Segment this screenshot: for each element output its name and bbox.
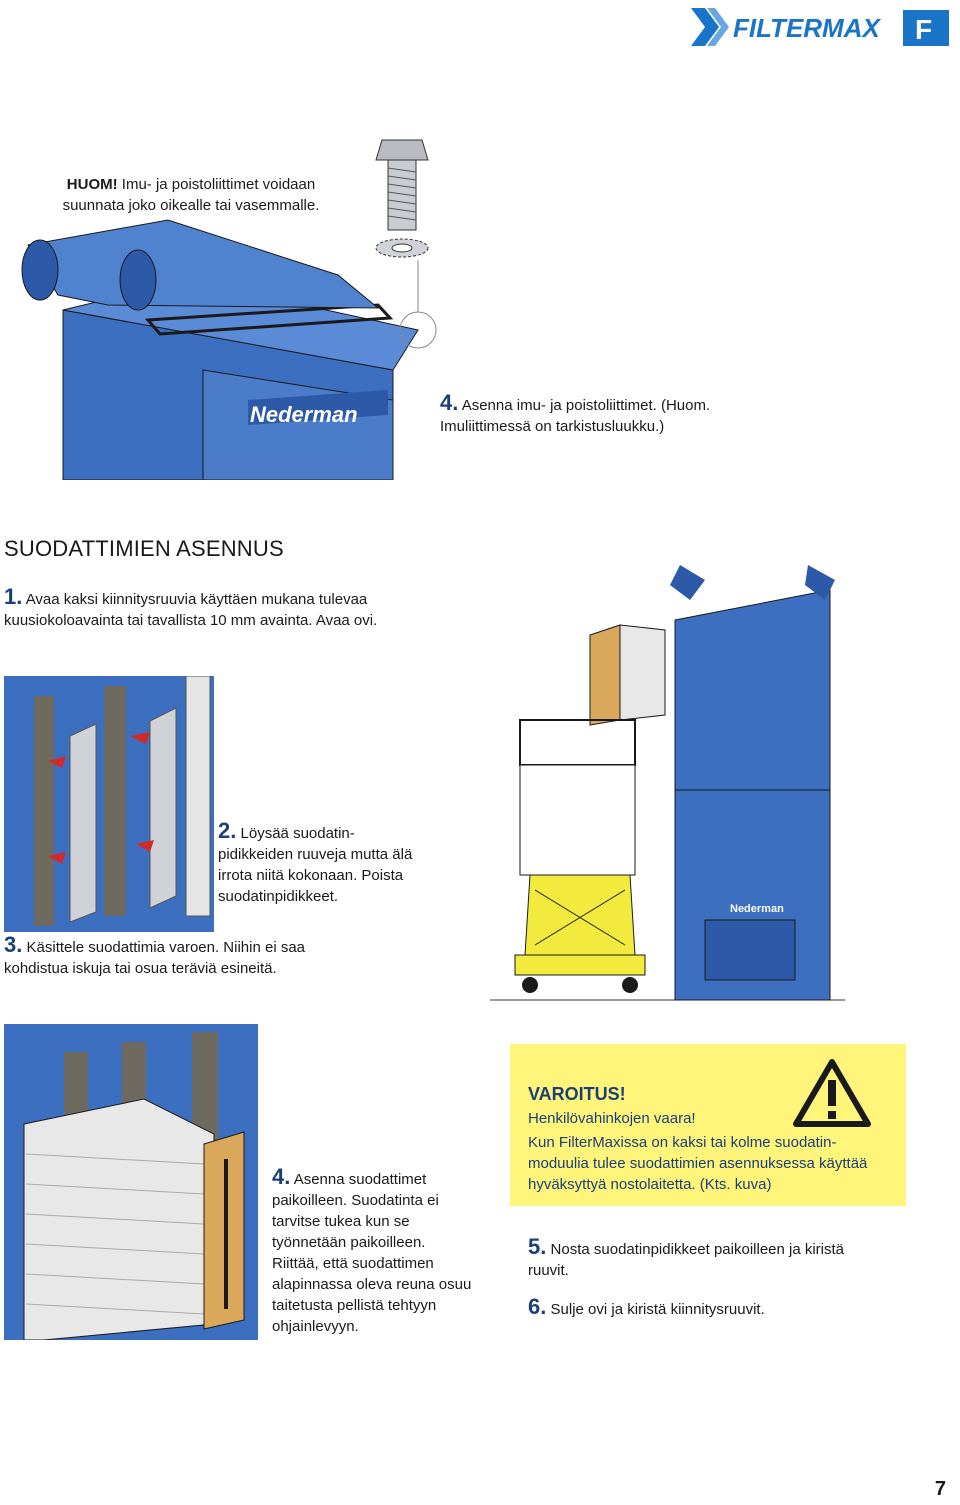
step1-text (4, 586, 384, 631)
step4-top-text (440, 392, 780, 437)
filter-insert-illustration (4, 1024, 258, 1340)
warning-text: Kun FilterMaxissa on kaksi tai kolme suodatin-moduulia tulee suodattimien asennuksessa käyttää hyväksyttyä nostolaitetta. (Kts. kuva) (528, 1134, 868, 1193)
note-bold: HUOM! (66, 176, 118, 193)
step5-number: 5. (528, 1234, 547, 1259)
step4-bottom-body: Asenna suodattimet paikoilleen. Suodatinta ei tarvitse tukea kun se työnnetään paikoilleen. Riittää, että suodattimen alapinnassa oleva reuna osuu taitetusta pellistä tehtyyn ohjainlevyyn. (272, 1171, 472, 1335)
page-number: 7 (934, 1478, 946, 1500)
warning-icon (792, 1058, 872, 1128)
step4-top-number: 4. (440, 390, 459, 415)
step2-number: 2. (218, 818, 237, 843)
logo-suffix: F (915, 14, 933, 45)
warning-box (510, 1044, 906, 1206)
step3-number: 3. (4, 932, 23, 957)
step3-body: Käsittele suodattimia varoen. Niihin ei saa kohdistua iskuja tai osua teräviä esineitä. (4, 939, 306, 977)
logo-text: FILTERMAX (733, 13, 880, 43)
step2-text (218, 820, 418, 907)
step4-bottom-text (272, 1166, 472, 1337)
machine-brand-label: Nederman (250, 402, 358, 427)
step3-text (4, 934, 364, 979)
bolt-illustration (372, 138, 432, 263)
step2-body: Löysää suodatin-pidikkeiden ruuveja mutta älä irrota niitä kokonaan. Poista suodatinpidikkeet. (218, 825, 413, 905)
section-title: SUODATTIMIEN ASENNUS (4, 536, 284, 561)
step6-body: Sulje ovi ja kiristä kiinnitysruuvit. (546, 1301, 765, 1318)
warning-title: VAROITUS! (528, 1084, 626, 1104)
step1-body: Avaa kaksi kiinnitysruuvia käyttäen mukana tulevaa kuusiokoloavainta tai tavallista 10 mm avainta. Avaa ovi. (4, 591, 378, 629)
step5-text (528, 1236, 868, 1281)
step5-body: Nosta suodatinpidikkeet paikoilleen ja kiristä ruuvit. (528, 1241, 845, 1279)
logo-mark-icon (691, 8, 729, 46)
step6-number: 6. (528, 1294, 547, 1319)
filter-holder-illustration (4, 676, 214, 932)
filtermax-logo (685, 2, 955, 52)
step4-bottom-number: 4. (272, 1164, 291, 1189)
lift-illustration (490, 560, 850, 1005)
note-body: Imu- ja poistoliittimet voidaan suunnata joko oikealle tai vasemmalle. (62, 176, 320, 214)
step4-top-body: Asenna imu- ja poistoliittimet. (Huom. Imuliittimessä on tarkistusluukku.) (440, 397, 711, 435)
step6-text (528, 1296, 868, 1320)
warning-subtitle: Henkilövahinkojen vaara! (528, 1110, 696, 1127)
step1-number: 1. (4, 584, 23, 609)
lift-machine-brand: Nederman (730, 903, 784, 915)
